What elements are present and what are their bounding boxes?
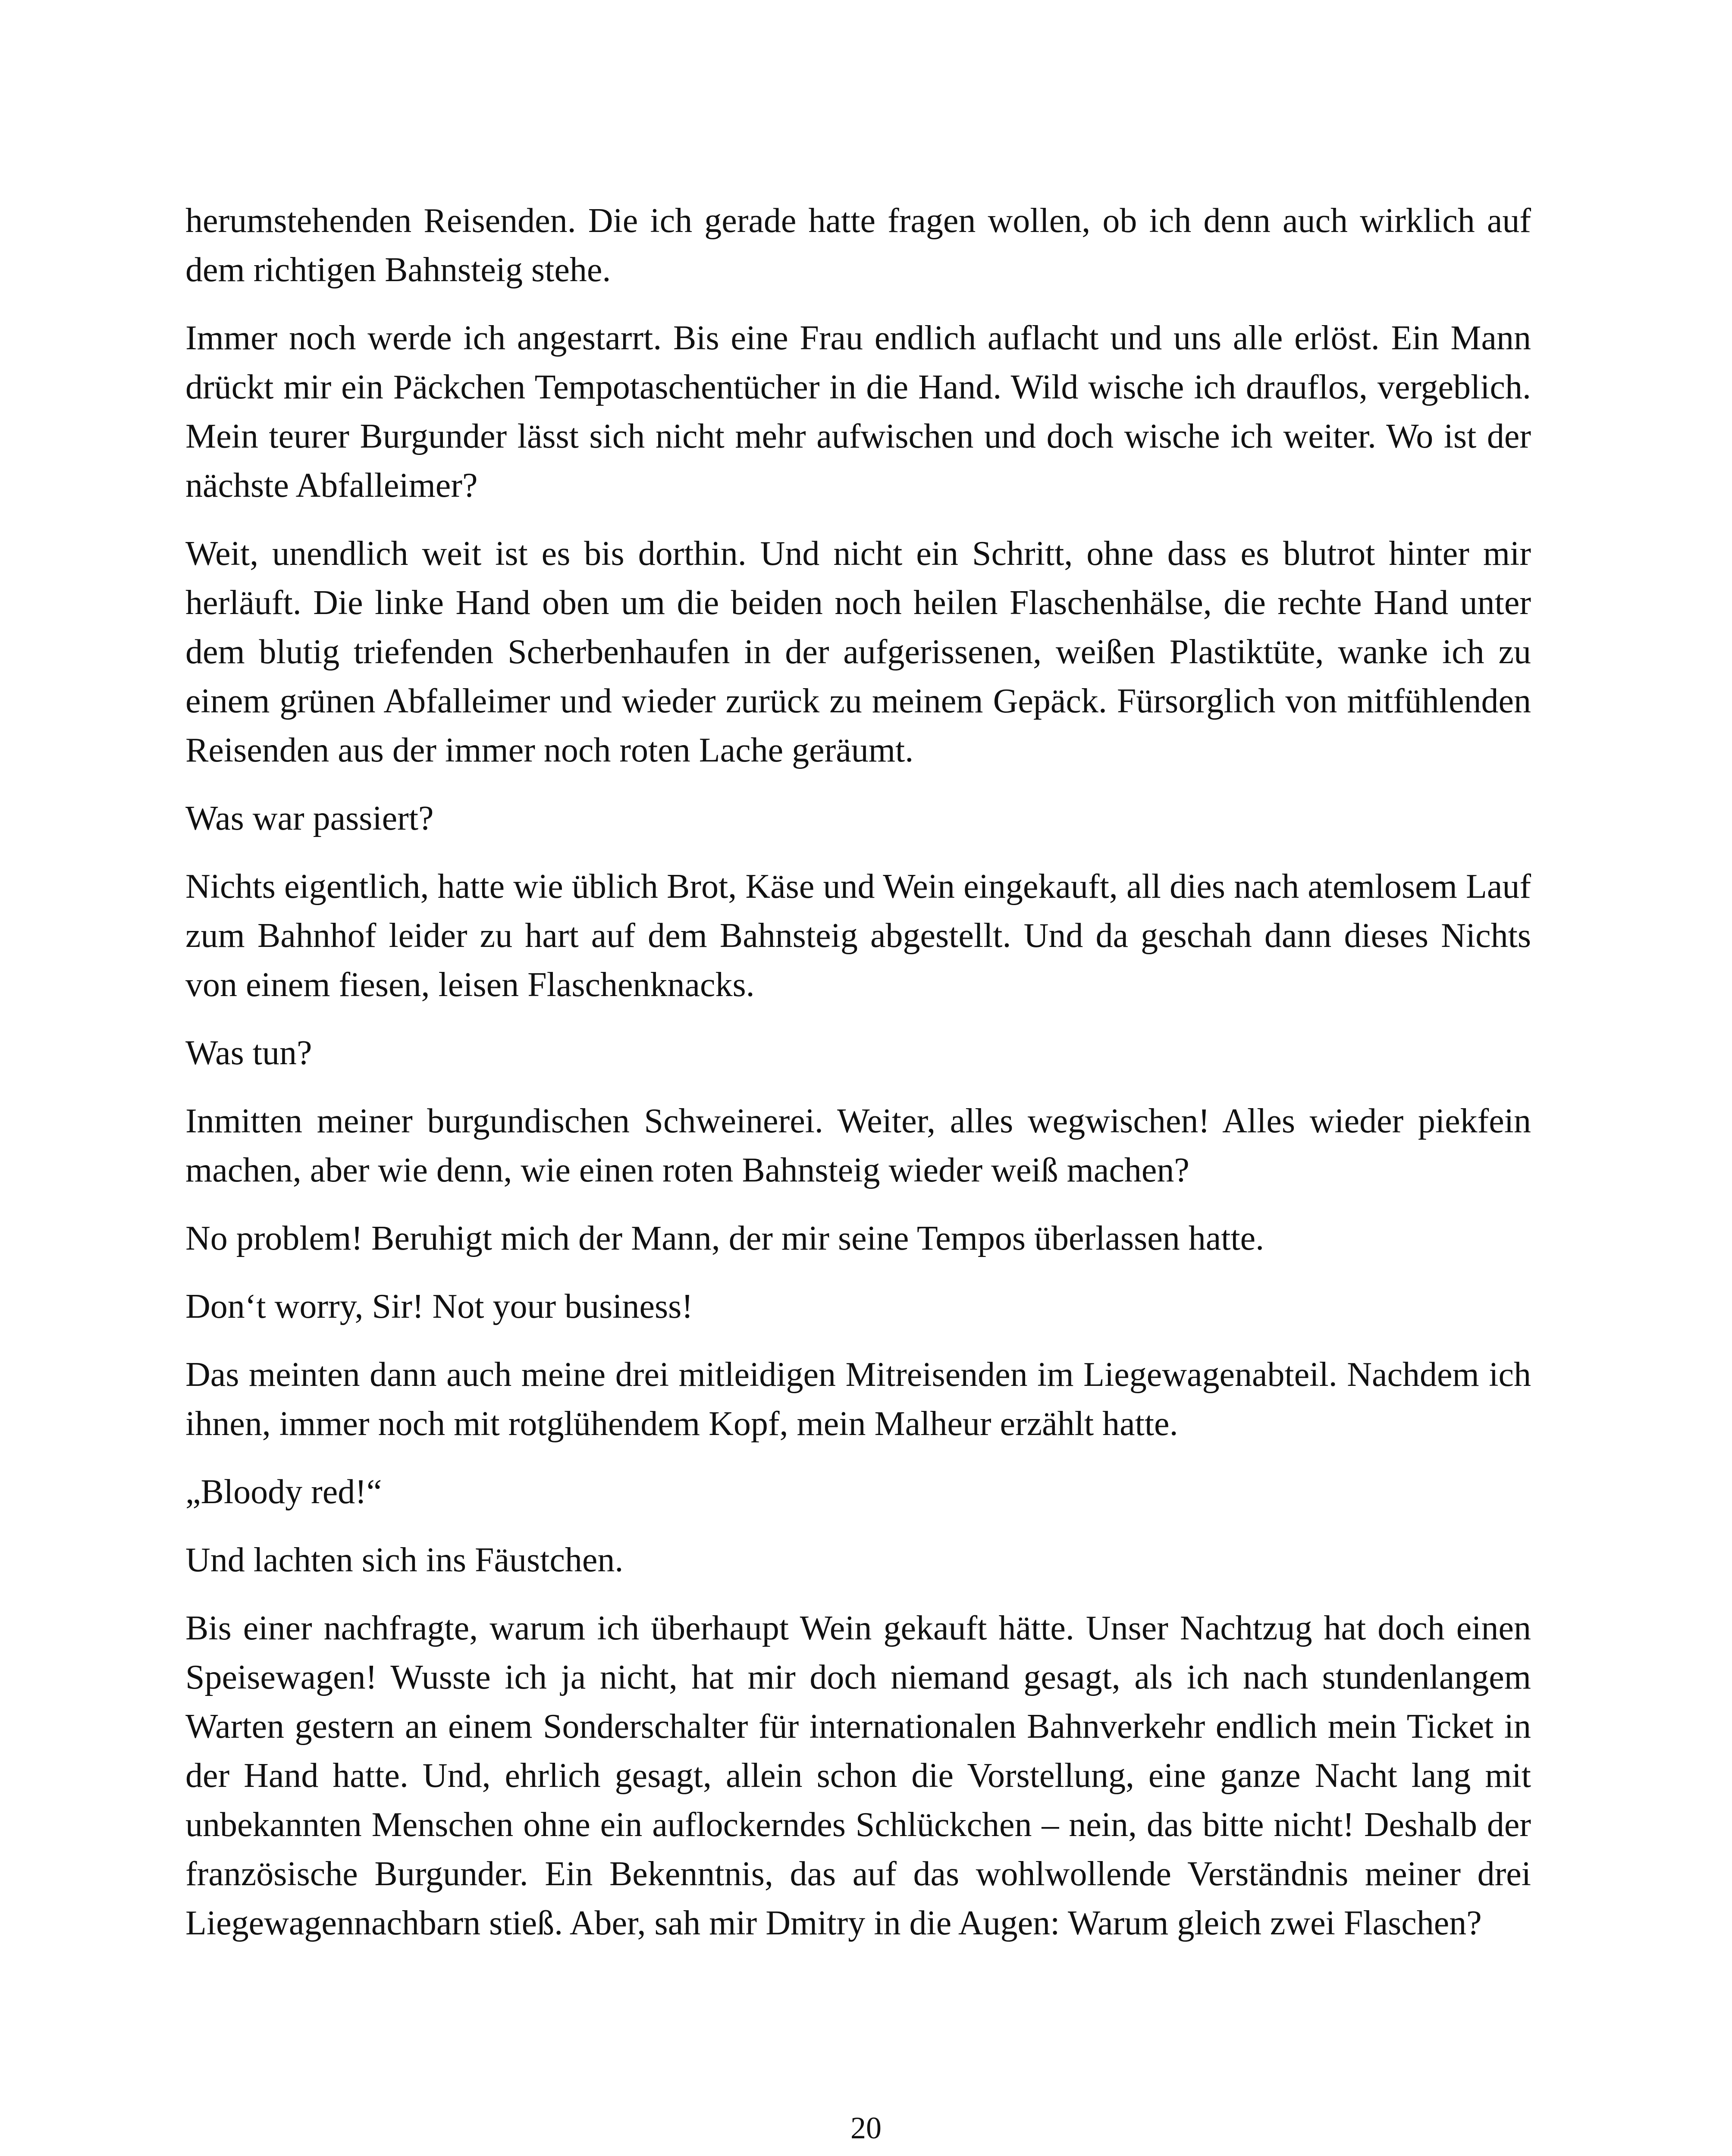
- paragraph-5: Nichts eigentlich, hatte wie üblich Brot, Käse und Wein eingekauft, all dies nach atemlosem Lauf zum Bahnhof leider zu hart auf dem Bahnsteig abgestellt. Und da geschah dann dieses Nichts von einem fiesen, leisen Flaschenknacks.: [185, 868, 1531, 1004]
- paragraph-7: Inmitten meiner burgundischen Schweinerei. Weiter, alles wegwischen! Alles wieder piekfein machen, aber wie denn, wie einen roten Bahnsteig wieder weiß machen?: [185, 1102, 1531, 1189]
- paragraph-6: Was tun?: [185, 1034, 312, 1072]
- body-text: [185, 196, 1531, 1948]
- page-number: 20: [850, 2111, 882, 2145]
- paragraph-10: Das meinten dann auch meine drei mitleidigen Mitreisenden im Liegewagenabteil. Nachdem ich ihnen, immer noch mit rotglühendem Kopf, mein Malheur erzählt hatte.: [185, 1356, 1531, 1443]
- paragraph-3: Weit, unendlich weit ist es bis dorthin. Und nicht ein Schritt, ohne dass es blutrot hinter mir herläuft. Die linke Hand oben um die beiden noch heilen Flaschenhälse, die rechte Hand unter dem blutig triefenden Scherbenhaufen in der aufgerissenen, weißen Plastiktüte, wanke ich zu einem grünen Abfalleimer und wieder zurück zu meinem Gepäck. Fürsorglich von mitfühlenden Reisenden aus der immer noch roten Lache geräumt.: [185, 535, 1531, 769]
- paragraph-1: herumstehenden Reisenden. Die ich gerade hatte fragen wollen, ob ich denn auch wirklich auf dem richtigen Bahnsteig stehe.: [185, 202, 1531, 289]
- paragraph-8: No problem! Beruhigt mich der Mann, der mir seine Tempos überlassen hatte.: [185, 1219, 1264, 1257]
- paragraph-9: Don‘t worry, Sir! Not your business!: [185, 1288, 693, 1326]
- paragraph-11: „Bloody red!“: [185, 1473, 382, 1511]
- paragraph-2: Immer noch werde ich angestarrt. Bis eine Frau endlich auflacht und uns alle erlöst. Ein Mann drückt mir ein Päckchen Tempotaschentücher in die Hand. Wild wische ich drauflos, vergeblich. Mein teurer Burgunder lässt sich nicht mehr aufwischen und doch wische ich weiter. Wo ist der nächste Abfalleimer?: [185, 319, 1531, 505]
- paragraph-13: Bis einer nachfragte, warum ich überhaupt Wein gekauft hätte. Unser Nachtzug hat doch einen Speisewagen! Wusste ich ja nicht, hat mir doch niemand gesagt, als ich nach stundenlangem Warten gestern an einem Sonderschalter für internationalen Bahnverkehr endlich mein Ticket in der Hand hatte. Und, ehrlich gesagt, allein schon die Vorstellung, eine ganze Nacht lang mit unbekannten Menschen ohne ein auflockerndes Schlückchen – nein, das bitte nicht! Deshalb der französische Burgunder. Ein Bekenntnis, das auf das wohlwollende Verständnis meiner drei Liegewagennachbarn stieß. Aber, sah mir Dmitry in die Augen: Warum gleich zwei Flaschen?: [185, 1609, 1531, 1942]
- paragraph-12: Und lachten sich ins Fäustchen.: [185, 1541, 624, 1579]
- paragraph-4: Was war passiert?: [185, 799, 434, 837]
